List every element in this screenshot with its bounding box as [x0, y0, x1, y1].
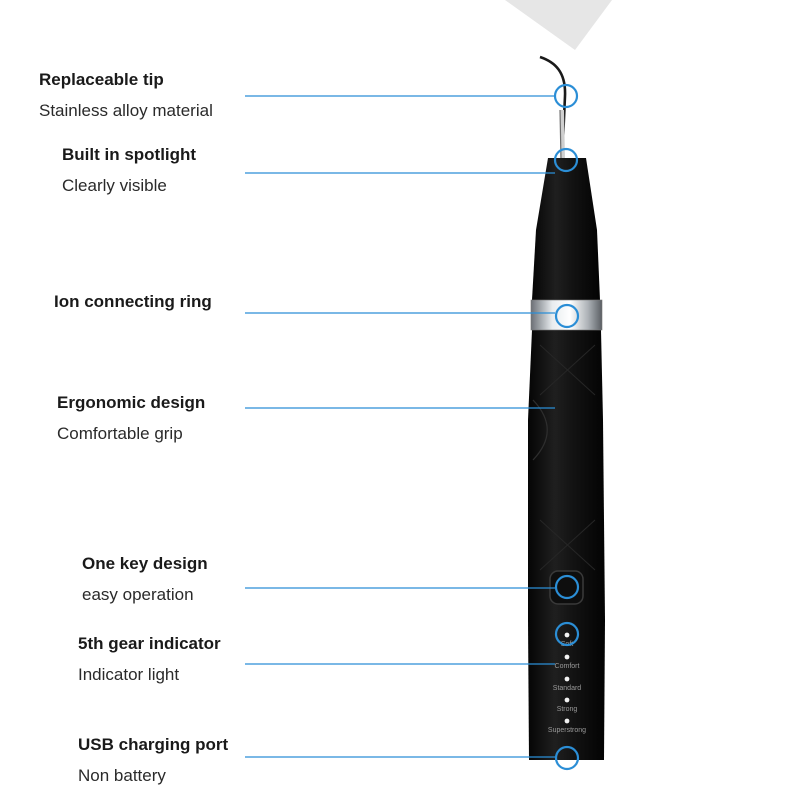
- feature-title: Ion connecting ring: [54, 292, 212, 311]
- gear-dot: [565, 719, 570, 724]
- feature-subtitle: Comfortable grip: [57, 424, 183, 443]
- feature-spotlight: [62, 145, 196, 196]
- feature-subtitle: Non battery: [78, 766, 166, 785]
- decorative-triangle: [505, 0, 612, 50]
- feature-title: One key design: [82, 554, 208, 573]
- feature-gear-indicator: [78, 634, 221, 685]
- feature-title: Replaceable tip: [39, 70, 164, 89]
- feature-usb-port: [78, 735, 228, 786]
- feature-subtitle: Indicator light: [78, 665, 180, 684]
- feature-title: 5th gear indicator: [78, 634, 221, 653]
- gear-dot: [565, 677, 570, 682]
- feature-ion-ring: [54, 292, 212, 312]
- gear-label: Comfort: [554, 663, 580, 670]
- feature-title: Ergonomic design: [57, 393, 206, 412]
- feature-replaceable-tip: [39, 70, 213, 121]
- feature-title: USB charging port: [78, 735, 229, 754]
- gear-label: Superstrong: [547, 727, 587, 734]
- gear-dot: [565, 633, 570, 638]
- feature-subtitle: Stainless alloy material: [39, 101, 213, 120]
- feature-ergonomic: [57, 393, 205, 444]
- gear-label: Standard: [552, 685, 582, 692]
- feature-title: Built in spotlight: [62, 145, 197, 164]
- feature-subtitle: easy operation: [82, 585, 194, 604]
- feature-subtitle: Clearly visible: [62, 176, 167, 195]
- gear-dot: [565, 698, 570, 703]
- gear-label: Soft: [560, 641, 574, 648]
- gear-label: Strong: [556, 706, 578, 713]
- gear-dot: [565, 655, 570, 660]
- feature-one-key: [82, 554, 208, 605]
